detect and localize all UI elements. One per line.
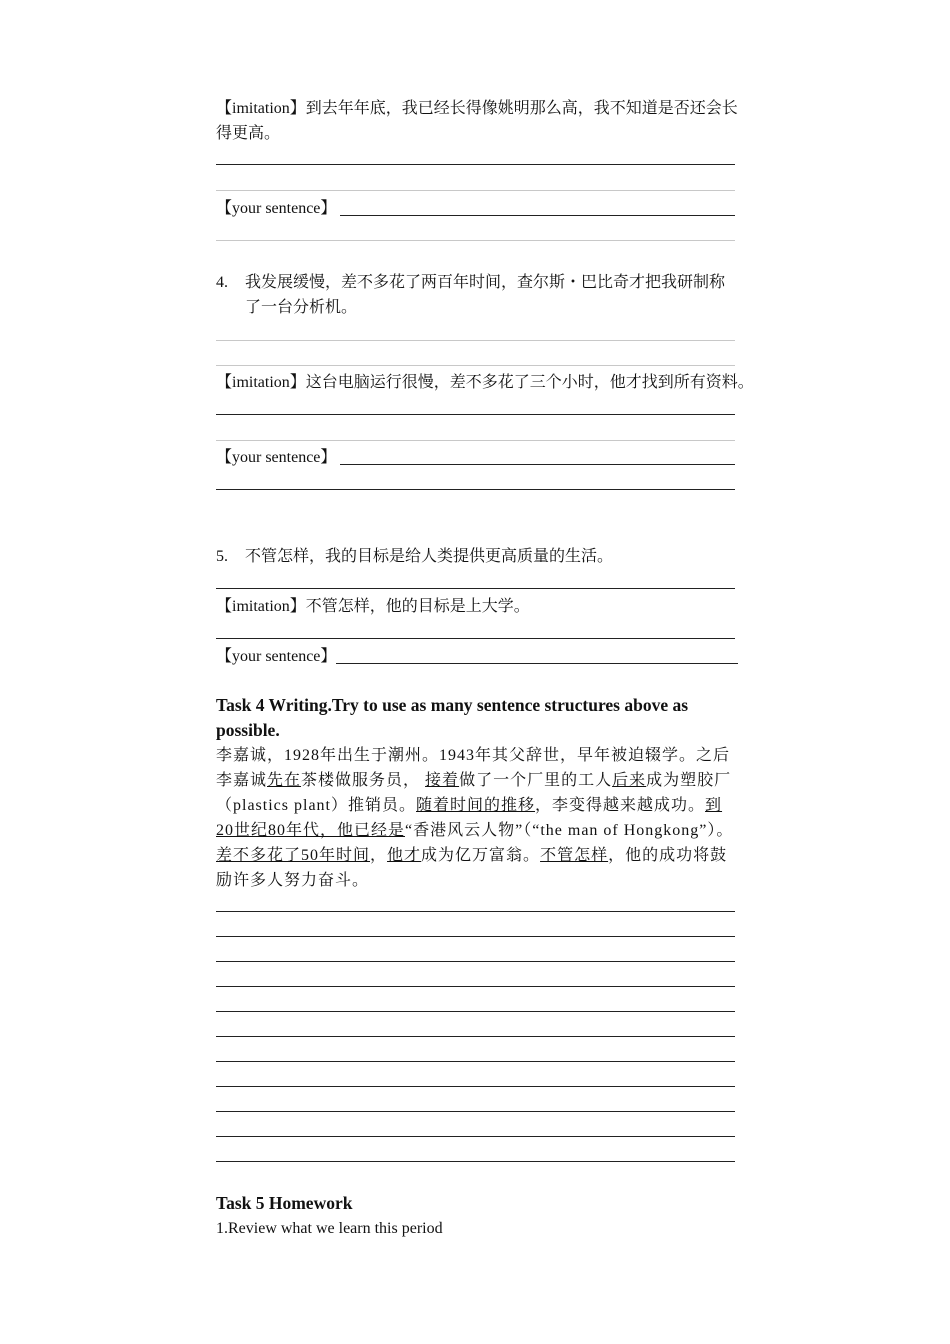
imitation-5: 【imitation】不管怎样，他的目标是上大学。 bbox=[216, 598, 530, 615]
answer-line[interactable] bbox=[216, 340, 735, 341]
your-sentence-label: 【your sentence】 bbox=[216, 200, 337, 217]
writing-line[interactable] bbox=[216, 1136, 735, 1137]
writing-line[interactable] bbox=[216, 1061, 735, 1062]
writing-line[interactable] bbox=[216, 911, 735, 912]
writing-line[interactable] bbox=[216, 936, 735, 937]
your-sentence-4[interactable] bbox=[216, 445, 735, 470]
question-5-number: 5. bbox=[216, 548, 228, 565]
writing-line[interactable] bbox=[216, 961, 735, 962]
your-sentence-label: 【your sentence】 bbox=[216, 449, 337, 466]
answer-line[interactable] bbox=[216, 489, 735, 490]
your-sentence-3[interactable] bbox=[216, 196, 735, 221]
imitation-4: 【imitation】这台电脑运行很慢，差不多花了三个小时，他才找到所有资料。 bbox=[216, 374, 754, 391]
task-5-heading: Task 5 Homework bbox=[216, 1193, 353, 1213]
imitation-3: 【imitation】到去年年底，我已经长得像姚明那么高，我不知道是否还会长得更高。 bbox=[216, 100, 738, 142]
answer-line[interactable] bbox=[216, 440, 735, 441]
your-sentence-label: 【your sentence】 bbox=[216, 648, 337, 665]
answer-line[interactable] bbox=[340, 196, 735, 216]
answer-line[interactable] bbox=[336, 644, 738, 664]
writing-line[interactable] bbox=[216, 1036, 735, 1037]
task-4-passage: 李嘉诚，1928年出生于潮州。1943年其父辞世，早年被迫辍学。之后李嘉诚先在茶楼做服务员， 接着做了一个厂里的工人后来成为塑胶厂（plastics plant）推销员。随着时间的推移，李变得越来越成功。到 20世纪80年代，他已经是“香港风云人物”（“the man of Hongkong”）。差不多花了50年时间，他才成为亿万富翁。不管怎样，他的成功将鼓励许多人努力奋斗。 bbox=[216, 747, 734, 889]
homework-item-1: 1.Review what we learn this period bbox=[216, 1220, 443, 1237]
question-5-text: 不管怎样，我的目标是给人类提供更高质量的生活。 bbox=[245, 548, 614, 565]
writing-line[interactable] bbox=[216, 986, 735, 987]
answer-line[interactable] bbox=[216, 365, 735, 366]
writing-line[interactable] bbox=[216, 1161, 735, 1162]
writing-line[interactable] bbox=[216, 1011, 735, 1012]
answer-line[interactable] bbox=[216, 414, 735, 415]
question-4-number: 4. bbox=[216, 274, 228, 291]
answer-line[interactable] bbox=[340, 445, 735, 465]
answer-line[interactable] bbox=[216, 638, 735, 639]
writing-line[interactable] bbox=[216, 1086, 735, 1087]
question-4-text: 我发展缓慢，差不多花了两百年时间，查尔斯・巴比奇才把我研制称了一台分析机。 bbox=[245, 274, 726, 316]
answer-line[interactable] bbox=[216, 164, 735, 165]
answer-line[interactable] bbox=[216, 588, 735, 589]
writing-line[interactable] bbox=[216, 1111, 735, 1112]
answer-line[interactable] bbox=[216, 240, 735, 241]
answer-line[interactable] bbox=[216, 190, 735, 191]
your-sentence-5[interactable] bbox=[216, 644, 738, 669]
task-4-heading: Task 4 Writing.Try to use as many sentence structures above as possible. bbox=[216, 695, 689, 740]
